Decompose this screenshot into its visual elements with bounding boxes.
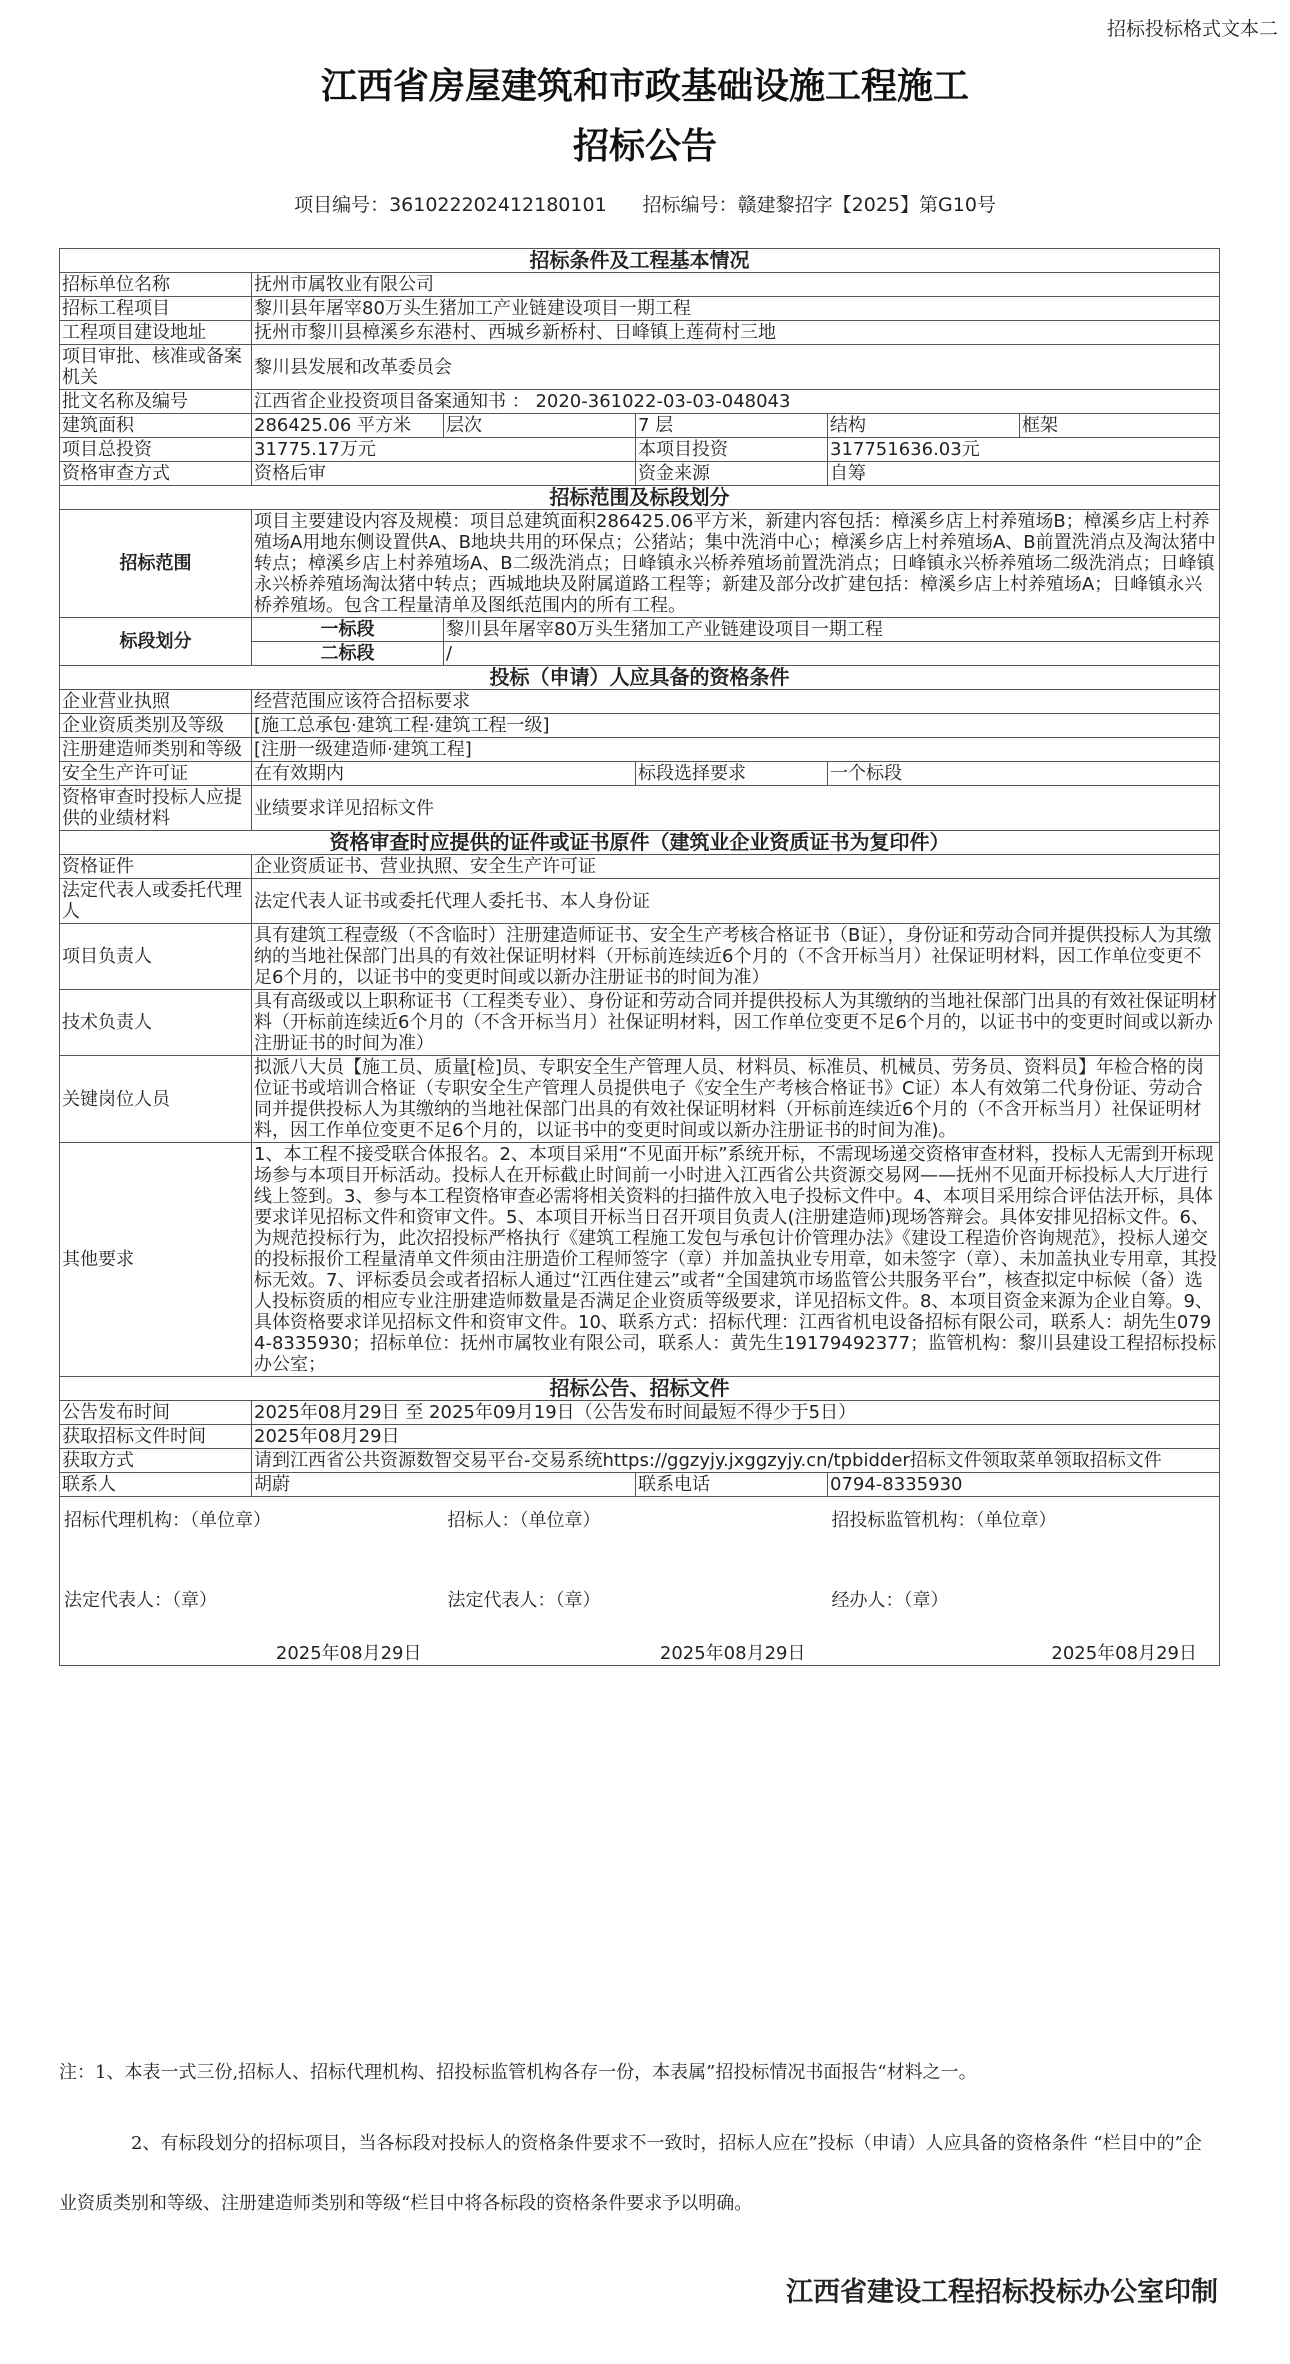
page-subtitle: 招标公告 [572,126,717,167]
phone-label: 联系电话 [636,1473,828,1497]
fund-label: 资金来源 [636,462,828,486]
safety-value: 在有效期内 [252,762,636,786]
approver-label: 项目审批、核准或备案机关 [60,345,252,390]
section-notice-header: 招标公告、招标文件 [60,1377,1220,1401]
safety-label: 安全生产许可证 [60,762,252,786]
note-2: 2、有标段划分的招标项目，当各标段对投标人的资格条件要求不一致时，招标人应在”投标（申请）人应具备的资格条件 “栏目中的”企业资质类别和等级、注册建造师类别和等级“栏目中将各标段的资格条件要求予以明确。 [59,2133,1202,2214]
approval-label: 批文名称及编号 [60,390,252,414]
agency-seal-label: 招标代理机构：（单位章） [64,1510,271,1531]
lot-selection-value: 一个标段 [828,762,1220,786]
site-value: 抚州市黎川县樟溪乡东港村、西城乡新桥村、日峰镇上莲荷村三地 [252,321,1220,345]
project-label: 招标工程项目 [60,297,252,321]
grade-value: [施工总承包·建筑工程·建筑工程一级] [252,714,1220,738]
legal-rep-value: 法定代表人证书或委托代理人委托书、本人身份证 [252,879,1220,924]
site-label: 工程项目建设地址 [60,321,252,345]
printer-label: 江西省建设工程招标投标办公室印制 [786,2277,1218,2308]
supervisor-handler-label: 经办人：（章） [831,1590,949,1611]
project-number: 项目编号：361022202412180101 [294,194,607,216]
legal-rep-label: 法定代表人或委托代理人 [60,879,252,924]
approval-value: 江西省企业投资项目备案通知书 ： 2020-361022-03-03-048043 [252,390,1220,414]
approver-value: 黎川县发展和改革委员会 [252,345,1220,390]
project-manager-label: 项目负责人 [60,924,252,990]
floors-label: 层次 [444,414,636,438]
section-scope-header: 招标范围及标段划分 [60,486,1220,510]
obtain-time-value: 2025年08月29日 [252,1425,1220,1449]
this-investment-label: 本项目投资 [636,438,828,462]
tenderer-legal-label: 法定代表人：（章） [447,1590,601,1611]
qual-cert-value: 企业资质证书、营业执照、安全生产许可证 [252,855,1220,879]
tenderer-date: 2025年08月29日 [659,1643,806,1664]
obtain-method-label: 获取方式 [60,1449,252,1473]
page-title: 江西省房屋建筑和市政基础设施工程施工 [320,66,969,107]
project-value: 黎川县年屠宰80万头生猪加工产业链建设项目一期工程 [252,297,1220,321]
supervisor-date: 2025年08月29日 [1051,1643,1197,1664]
grade-label: 企业资质类别及等级 [60,714,252,738]
section-qualification-header: 投标（申请）人应具备的资格条件 [60,666,1220,690]
form-type-label: 招标投标格式文本二 [1106,18,1278,40]
project-manager-value: 具有建筑工程壹级（不含临时）注册建造师证书、安全生产考核合格证书（B证），身份证和劳动合同并提供投标人为其缴纳的当地社保部门出具的有效社保证明材料（开标前连续近6个月的（不含开标当月）社保证明材料，因工作单位变更不足6个月的，以证书中的变更时间或以新办注册证书的时间为准） [252,924,1220,990]
obtain-method-value: 请到江西省公共资源数智交易平台-交易系统https://ggzyjy.jxggzyjy.cn/tpbidder招标文件领取菜单领取招标文件 [252,1449,1220,1473]
tech-lead-value: 具有高级或以上职称证书（工程类专业）、身份证和劳动合同并提供投标人为其缴纳的当地社保部门出具的有效社保证明材料（开标前连续近6个月的（不含开标当月）社保证明材料，因工作单位变更不足6个月的，以证书中的变更时间或以新办注册证书的时间为准） [252,990,1220,1056]
key-staff-label: 关键岗位人员 [60,1056,252,1143]
tenderer-signature [444,1497,828,1666]
publish-label: 公告发布时间 [60,1401,252,1425]
structure-label: 结构 [828,414,1020,438]
performance-value: 业绩要求详见招标文件 [252,786,1220,831]
tenderer-label: 招标单位名称 [60,273,252,297]
floors-value: 7 层 [636,414,828,438]
tender-number: 招标编号：赣建黎招字【2025】第G10号 [642,194,996,216]
note-1: 注：1、本表一式三份,招标人、招标代理机构、招投标监管机构各存一份，本表属”招投标情况书面报告“材料之一。 [59,2062,977,2083]
license-label: 企业营业执照 [60,690,252,714]
section-basic-header: 招标条件及工程基本情况 [60,249,1220,273]
key-staff-value: 拟派八大员【施工员、质量[检]员、专职安全生产管理人员、材料员、标准员、机械员、劳务员、资料员】年检合格的岗位证书或培训合格证（专职安全生产管理人员提供电子《安全生产考核合格证书》C证）本人有效第二代身份证、劳动合同并提供投标人为其缴纳的当地社保部门出具的有效社保证明材料（开标前连续近6个月的（不含开标当月）社保证明材料，因工作单位变更不足6个月的，以证书中的变更时间或以新办注册证书的时间为准)。 [252,1056,1220,1143]
phone-value: 0794-8335930 [828,1473,1220,1497]
tech-lead-label: 技术负责人 [60,990,252,1056]
scope-label: 招标范围 [60,510,252,618]
area-label: 建筑面积 [60,414,252,438]
section-certificates-header: 资格审查时应提供的证件或证书原件（建筑业企业资质证书为复印件） [60,831,1220,855]
agency-legal-label: 法定代表人：（章） [64,1590,217,1611]
agency-date: 2025年08月29日 [275,1643,422,1664]
lots-label: 标段划分 [60,618,252,666]
supervisor-seal-label: 招投标监管机构：（单位章） [831,1510,1057,1531]
engineer-value: [注册一级建造师·建筑工程] [252,738,1220,762]
review-value: 资格后审 [252,462,636,486]
structure-value: 框架 [1020,414,1220,438]
fund-value: 自筹 [828,462,1220,486]
tenderer-seal-label: 招标人：（单位章） [447,1510,601,1531]
review-label: 资格审查方式 [60,462,252,486]
total-investment-value: 31775.17万元 [252,438,636,462]
engineer-label: 注册建造师类别和等级 [60,738,252,762]
lot2-value: / [444,642,1220,666]
lot-selection-label: 标段选择要求 [636,762,828,786]
obtain-time-label: 获取招标文件时间 [60,1425,252,1449]
total-investment-label: 项目总投资 [60,438,252,462]
scope-value: 项目主要建设内容及规模：项目总建筑面积286425.06平方米，新建内容包括：樟溪乡店上村养殖场B；樟溪乡店上村养殖场A用地东侧设置供A、B地块共用的环保点；公猪站；集中洗消中心；樟溪乡店上村养殖场A、B前置洗消点及淘汰猪中转点；樟溪乡店上村养殖场A、B二级洗消点；日峰镇永兴桥养殖场前置洗消点；日峰镇永兴桥养殖场二级洗消点；日峰镇永兴桥养殖场淘汰猪中转点；西城地块及附属道路工程等；新建及部分改扩建包括：樟溪乡店上村养殖场A；日峰镇永兴桥养殖场。包含工程量清单及图纸范围内的所有工程。 [252,510,1220,618]
contact-value: 胡蔚 [252,1473,636,1497]
lot2-label: 二标段 [252,642,444,666]
other-req-value: 1、本工程不接受联合体报名。2、本项目采用“不见面开标”系统开标，不需现场递交资格审查材料，投标人无需到开标现场参与本项目开标活动。投标人在开标截止时间前一小时进入江西省公共资源交易网——抚州不见面开标投标人大厅进行线上签到。3、参与本工程资格审查必需将相关资料的扫描件放入电子投标文件中。4、本项目采用综合评估法开标，具体要求详见招标文件和资审文件。5、本项目开标当日召开项目负责人(注册建造师)现场答辩会。具体安排见招标文件。6、为规范投标行为，此次招投标严格执行《建筑工程施工发包与承包计价管理办法》《建设工程造价咨询规范》，投标人递交的投标报价工程量清单文件须由注册造价工程师签字（章）并加盖执业专用章，如未签字（章）、未加盖执业专用章，其投标无效。7、评标委员会或者招标人通过“江西住建云”或者“全国建筑市场监管公共服务平台”，核查拟定中标候（备）选人投标资质的相应专业注册建造师数量是否满足企业资质等级要求，详见招标文件。8、本项目资金来源为企业自筹。9、具体资格要求详见招标文件和资审文件。10、联系方式：招标代理：江西省机电设备招标有限公司，联系人：胡先生0794-8335930；招标单位：抚州市属牧业有限公司，联系人：黄先生19179492377；监管机构：黎川县建设工程招标投标办公室； [252,1143,1220,1377]
qual-cert-label: 资格证件 [60,855,252,879]
tenderer-value: 抚州市属牧业有限公司 [252,273,1220,297]
codes-line [0,190,1290,217]
other-req-label: 其他要求 [60,1143,252,1377]
announcement-table [59,248,1220,1666]
area-value: 286425.06 平方米 [252,414,444,438]
contact-label: 联系人 [60,1473,252,1497]
agency-signature [60,1497,444,1666]
publish-value: 2025年08月29日 至 2025年09月19日（公告发布时间最短不得少于5日） [252,1401,1220,1425]
this-investment-value: 317751636.03元 [828,438,1220,462]
license-value: 经营范围应该符合招标要求 [252,690,1220,714]
lot1-value: 黎川县年屠宰80万头生猪加工产业链建设项目一期工程 [444,618,1220,642]
performance-label: 资格审查时投标人应提供的业绩材料 [60,786,252,831]
lot1-label: 一标段 [252,618,444,642]
supervisor-signature [828,1497,1220,1666]
